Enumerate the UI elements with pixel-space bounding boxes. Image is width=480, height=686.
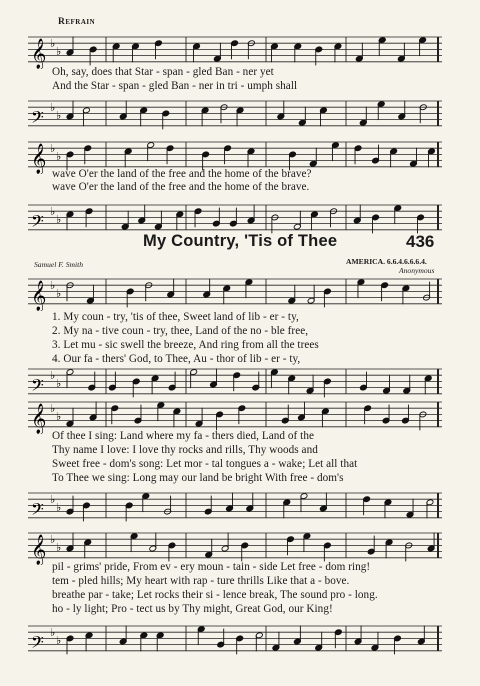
staff-svg (28, 94, 442, 133)
lyric-line: wave O'er the land of the free and the home of the brave. (52, 181, 310, 193)
flat-sign-icon: ♭ (56, 376, 62, 390)
flat-sign-icon: ♭ (56, 540, 62, 554)
music-staff (28, 395, 442, 434)
flat-sign-icon: ♭ (56, 286, 62, 300)
flat-sign-icon: ♭ (50, 204, 56, 218)
flat-sign-icon: ♭ (50, 401, 56, 415)
refrain-label: Refrain (58, 17, 96, 27)
lyric-line: 4. Our fa - thers' God, to Thee, Au - thor of lib - er - ty, (52, 353, 301, 365)
flat-sign-icon: ♭ (50, 278, 56, 292)
treble-clef-icon: 𝄞 (31, 534, 47, 565)
lyric-line: 3. Let mu - sic swell the breeze, And ring from all the trees (52, 339, 319, 351)
lyric-line: wave O'er the land of the free and the home of the brave? (52, 168, 312, 180)
flat-sign-icon: ♭ (56, 500, 62, 514)
flat-sign-icon: ♭ (56, 44, 62, 58)
tune-meter: AMERICA. 6.6.4.6.6.6.4. (346, 257, 427, 266)
music-staff (28, 486, 442, 525)
flat-sign-icon: ♭ (56, 108, 62, 122)
lyric-line: To Thee we sing: Long may our land be bright With free - dom's (52, 472, 344, 484)
staff-svg (28, 619, 442, 658)
flat-sign-icon: ♭ (50, 492, 56, 506)
treble-clef-icon: 𝄞 (31, 403, 47, 434)
music-staff (28, 94, 442, 133)
flat-sign-icon: ♭ (50, 36, 56, 50)
staff-svg (28, 486, 442, 525)
music-staff (28, 272, 442, 311)
flat-sign-icon: ♭ (56, 409, 62, 423)
hymn-number: 436 (406, 232, 435, 251)
flat-sign-icon: ♭ (50, 368, 56, 382)
lyric-line: Oh, say, does that Star - span - gled Ban - ner yet (52, 66, 274, 78)
music-staff (28, 30, 442, 69)
music-staff (28, 526, 442, 565)
bass-clef-icon: 𝄢 (31, 631, 44, 656)
staff-svg (28, 198, 442, 237)
flat-sign-icon: ♭ (50, 625, 56, 639)
music-staff (28, 198, 442, 237)
bass-clef-icon: 𝄢 (31, 210, 44, 235)
lyric-line: ho - ly light; Pro - tect us by Thy might, Great God, our King! (52, 603, 333, 615)
staff-svg (28, 30, 442, 69)
staff-svg (28, 395, 442, 434)
music-staff (28, 619, 442, 658)
flat-sign-icon: ♭ (50, 141, 56, 155)
lyric-line: pil - grims' pride, From ev - ery moun - tain - side Let free - dom ring! (52, 561, 371, 573)
bass-clef-icon: 𝄢 (31, 498, 44, 523)
staff-svg (28, 272, 442, 311)
bass-clef-icon: 𝄢 (31, 374, 44, 399)
bass-clef-icon: 𝄢 (31, 106, 44, 131)
lyric-line: Sweet free - dom's song: Let mor - tal tongues a - wake; Let all that (52, 458, 358, 470)
composer: Anonymous (399, 266, 435, 275)
flat-sign-icon: ♭ (56, 633, 62, 647)
treble-clef-icon: 𝄞 (31, 38, 47, 69)
staff-svg (28, 526, 442, 565)
flat-sign-icon: ♭ (50, 532, 56, 546)
treble-clef-icon: 𝄞 (31, 143, 47, 174)
hymn-title: My Country, 'Tis of Thee (143, 232, 338, 250)
lyric-line: 2. My na - tive coun - try, thee, Land of the no - ble free, (52, 325, 309, 337)
lyric-line: And the Star - span - gled Ban - ner in tri - umph shall (52, 80, 298, 92)
flat-sign-icon: ♭ (56, 212, 62, 226)
lyric-line: tem - pled hills; My heart with rap - ture thrills Like that a - bove. (52, 575, 350, 587)
lyric-line: Of thee I sing: Land where my fa - thers died, Land of the (52, 430, 314, 442)
lyric-line: 1. My coun - try, 'tis of thee, Sweet land of lib - er - ty, (52, 311, 299, 323)
author: Samuel F. Smith (34, 260, 84, 269)
flat-sign-icon: ♭ (50, 100, 56, 114)
flat-sign-icon: ♭ (56, 149, 62, 163)
lyric-line: breathe par - take; Let rocks their si - lence break, The sound pro - long. (52, 589, 378, 601)
treble-clef-icon: 𝄞 (31, 280, 47, 311)
lyric-line: Thy name I love: I love thy rocks and rills, Thy woods and (52, 444, 318, 456)
